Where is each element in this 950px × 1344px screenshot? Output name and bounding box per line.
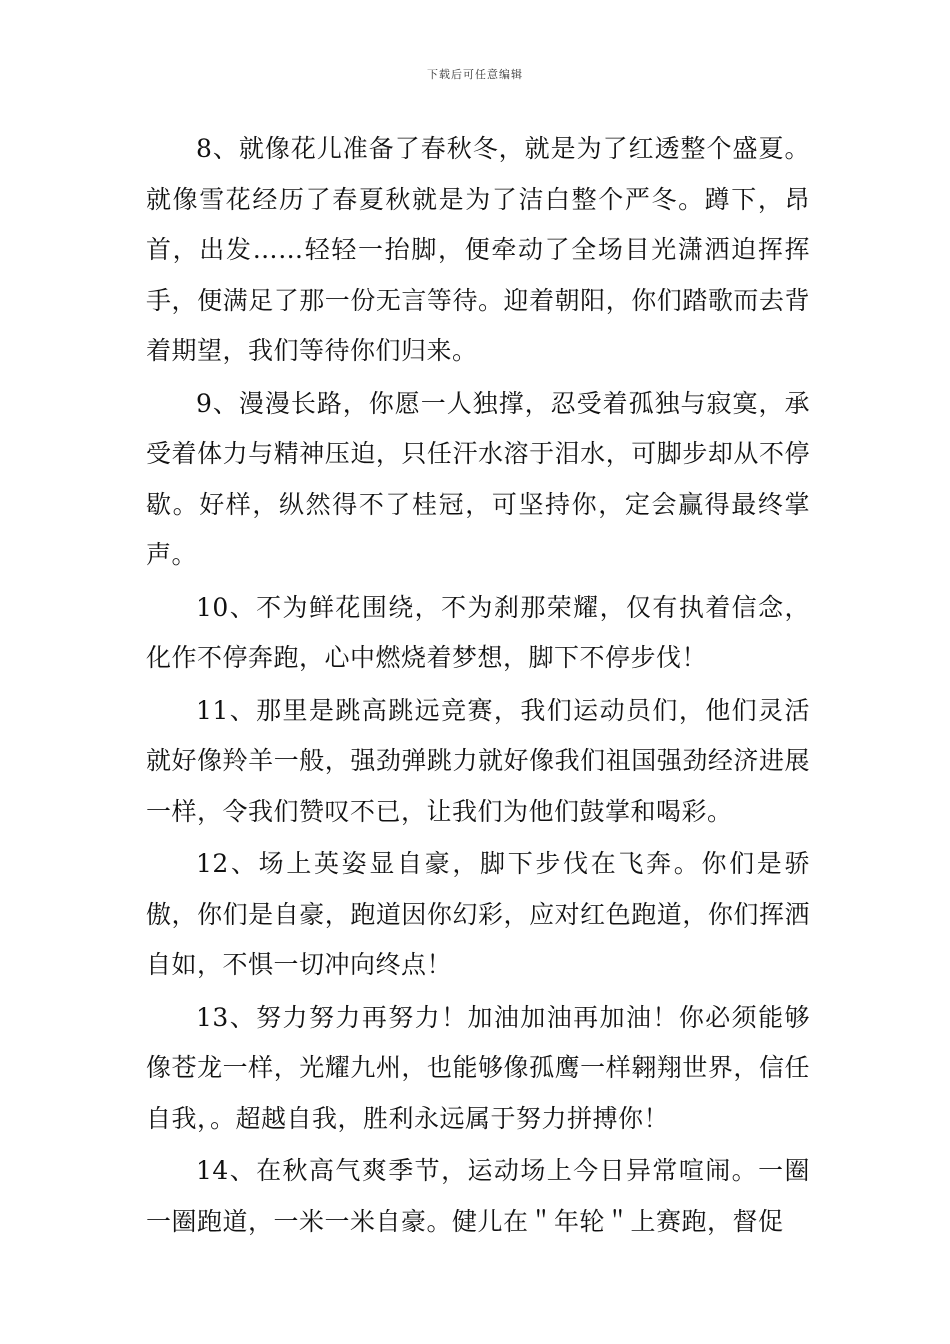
paragraph-13: 13、努力努力再努力！加油加油再加油！你必须能够像苍龙一样，光耀九州，也能够像孤鹰一样翱翔世界，信任自我，。超越自我，胜利永远属于努力拼搏你！	[146, 1002, 810, 1133]
paragraph-12: 12、场上英姿显自豪，脚下步伐在飞奔。你们是骄傲，你们是自豪，跑道因你幻彩，应对红色跑道，你们挥洒自如，不惧一切冲向终点！	[146, 849, 810, 979]
document-body	[146, 124, 810, 1249]
paragraph-14: 14、在秋高气爽季节，运动场上今日异常喧闹。一圈一圈跑道，一米一米自豪。健儿在＂年轮＂上赛跑，督促	[146, 1156, 810, 1236]
paragraph-11: 11、那里是跳高跳远竞赛，我们运动员们，他们灵活就好像羚羊一般，强劲弹跳力就好像我们祖国强劲经济进展一样，令我们赞叹不已，让我们为他们鼓掌和喝彩。	[146, 695, 810, 826]
page-header: 下载后可任意编辑	[427, 68, 523, 81]
paragraph-8: 8、就像花儿准备了春秋冬，就是为了红透整个盛夏。就像雪花经历了春夏秋就是为了洁白整个严冬。蹲下，昂首，出发……轻轻一抬脚，便牵动了全场目光潇洒迫挥挥手，便满足了那一份无言等待。迎着朝阳，你们踏歌而去背着期望，我们等待你们归来。	[146, 134, 810, 365]
paragraph-10: 10、不为鲜花围绕，不为刹那荣耀，仅有执着信念，化作不停奔跑，心中燃烧着梦想，脚下不停步伐！	[146, 592, 810, 672]
paragraph-9: 9、漫漫长路，你愿一人独撑，忍受着孤独与寂寞，承受着体力与精神压迫，只任汗水溶于泪水，可脚步却从不停歇。好样，纵然得不了桂冠，可坚持你，定会赢得最终掌声。	[146, 388, 810, 569]
